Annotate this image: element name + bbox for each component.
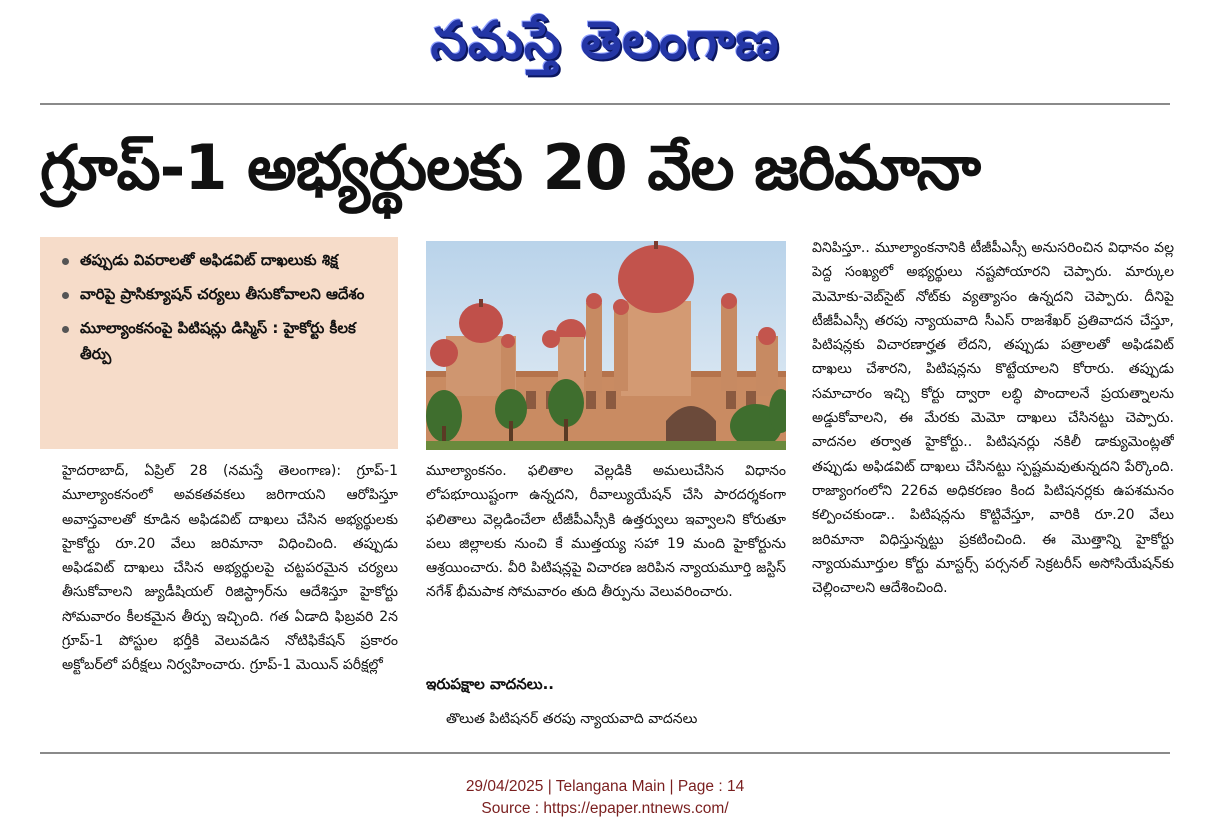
article-column-3: వినిపిస్తూ.. మూల్యాంకనానికి టీజీపీఎస్సీ అనుసరించిన విధానం వల్ల పెద్ద సంఖ్యలో అభ్యర్థులు నష్టపోయారని చెప్పారు. మార్కుల మెమోకు-వెబ్‌సైట్‌ నోట్‌కు వ్యత్యాసం ఉన్నదని చెప్పారు. దీనిపై టీజీపీఎస్సీ తరపు న్యాయవాది సీఎస్‌ రాజశేఖర్‌ ప్రతివాదన చేస్తూ, పిటిషన్లకు విచారణార్హత లేదని, తప్పుడు పత్రాలతో అఫిడవిట్‌ దాఖలు చేశారని, పిటిషన్లను కొట్టేయాలని కోరారు. తప్పుడు సమాచారం ఇచ్చి కోర్టు ద్వారా లబ్ధి పొందాలనే ప్రయత్నాలను అడ్డుకోవాలని, ఈ మేరకు మెమో దాఖలు చేసినట్టు చెప్పారు. వాదనల తర్వాత హైకోర్టు.. పిటిషనర్లు నకిలీ డాక్యుమెంట్లతో తప్పుడు అఫిడవిట్‌ దాఖలు చేసినట్టు స్పష్టమవుతున్నదని పేర్కొంది. రాజ్యాంగంలోని 226వ అధికరణం కింద పిటిషనర్లకు ఉపశమనం కల్పించకుండా.. పిటిషన్లను కొట్టివేస్తూ, వారికి రూ.20 వేలు జరిమానా విధిస్తున్నట్టు ప్రకటించింది. ఈ మొత్తాన్ని హైకోర్టు న్యాయమూర్తుల కోర్టు మాస్టర్స్‌ పర్సనల్‌ సెక్రటరీస్‌ అసోసియేషన్‌కు చెల్లించాలని ఆదేశించింది. [812, 240, 1174, 597]
masthead-logo: నమస్తే తెలంగాణ [430, 11, 780, 71]
bullet-icon [62, 292, 69, 299]
bullet-icon [62, 258, 69, 265]
article-subheading: ఇరుపక్షాల వాదనలు.. [426, 675, 555, 693]
top-divider [40, 103, 1170, 105]
bottom-divider [40, 752, 1170, 754]
footer-source-link[interactable]: Source : https://epaper.ntnews.com/ [481, 800, 729, 817]
highlight-text: వారిపై ప్రాసిక్యూషన్‌ చర్యలు తీసుకోవాలని ఆదేశం [80, 285, 365, 303]
article-column-2: మూల్యాంకనం. ఫలితాల వెల్లడికి అమలుచేసిన విధానం లోపభూయిష్టంగా ఉన్నదని, రీవాల్యుయేషన్‌ చేసి పారదర్శకంగా ఫలితాలు వెల్లడించేలా టీజీపీఎస్సీకి ఉత్తర్వులు ఇవ్వాలని కోరుతూ పలు జిల్లాలకు నుంచి కే ముత్తయ్య సహా 19 మంది హైకోర్టును ఆశ్రయించారు. వీరి పిటిషన్లపై విచారణ జరిపిన న్యాయమూర్తి జస్టిస్‌ నగేశ్‌ భీమపాక సోమవారం తుది తీర్పును వెలువరించారు. [426, 463, 786, 601]
high-court-photo [426, 241, 786, 450]
article-headline: గ్రూప్‌-1 అభ్యర్థులకు 20 వేల జరిమానా [40, 131, 981, 204]
article-column-1: హైదరాబాద్‌, ఏప్రిల్‌ 28 (నమస్తే తెలంగాణ): గ్రూప్‌-1 మూల్యాంకనంలో అవకతవకలు జరిగాయని ఆరోపిస్తూ అవాస్తవాలతో కూడిన అఫిడవిట్‌ దాఖలు చేసిన అభ్యర్థులకు హైకోర్టు రూ.20 వేలు జరిమానా విధించింది. తప్పుడు అఫిడవిట్‌ దాఖలు చేసిన అభ్యర్థులపై చట్టపరమైన చర్యలు తీసుకోవాలని జ్యుడీషియల్‌ రిజిస్ట్రార్‌ను ఆదేశిస్తూ హైకోర్టు సోమవారం కీలకమైన తీర్పు ఇచ్చింది. గత ఏడాది ఫిబ్రవరి 2న గ్రూప్‌-1 పోస్టుల భర్తీకి వెలువడిన నోటిఫికేషన్‌ ప్రకారం అక్టోబర్‌లో పరీక్షలు నిర్వహించారు. గ్రూప్‌-1 మెయిన్‌ పరీక్షల్లో [62, 463, 398, 674]
highlight-item [62, 281, 384, 307]
highlight-item [62, 247, 384, 273]
highlight-text: తప్పుడు వివరాలతో అఫిడవిట్‌ దాఖలుకు శిక్ష [80, 251, 338, 269]
highlight-item [62, 315, 384, 367]
highlights-box [40, 237, 398, 449]
bullet-icon [62, 326, 69, 333]
highlight-text: మూల్యాంకనంపై పిటిషన్లు డిస్మిస్‌ : హైకోర్టు కీలక తీర్పు [80, 319, 356, 363]
article-column-2-continued: తొలుత పిటిషనర్‌ తరపు న్యాయవాది వాదనలు [446, 711, 698, 727]
footer-date-page: 29/04/2025 | Telangana Main | Page : 14 [465, 778, 745, 795]
